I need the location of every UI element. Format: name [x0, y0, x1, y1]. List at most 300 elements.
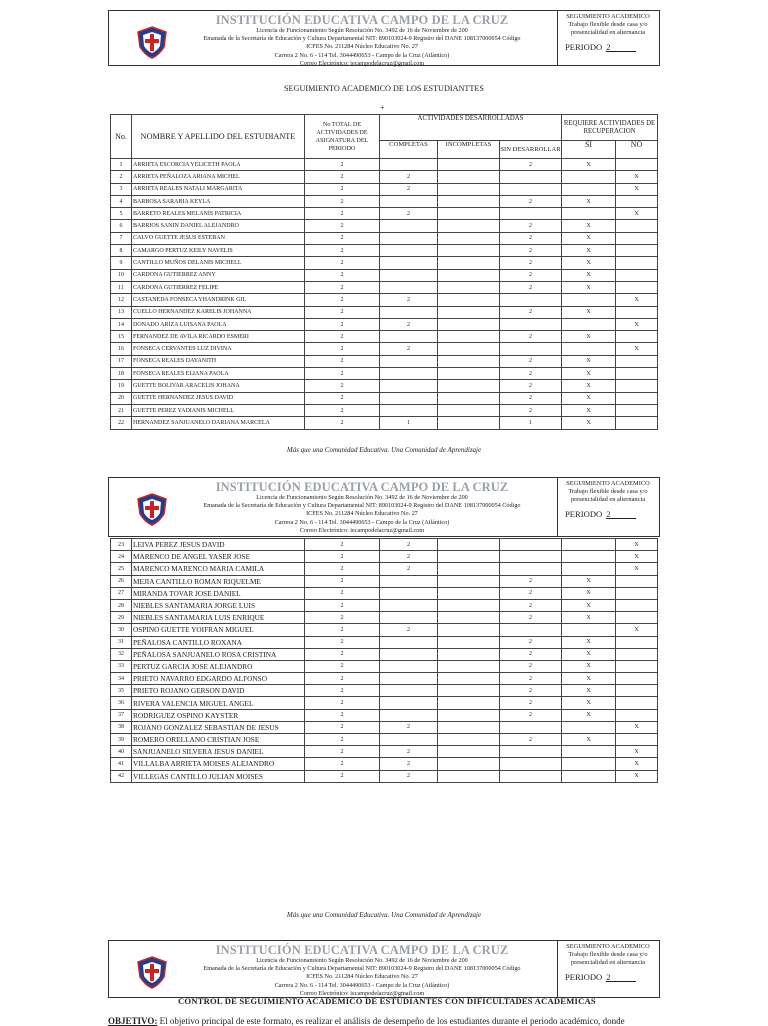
incompletas-count	[438, 587, 500, 599]
students-table-body-1	[111, 159, 658, 430]
requiere-no-mark	[616, 269, 658, 281]
total-activities: 2	[305, 404, 380, 416]
student-number: 37	[111, 709, 132, 721]
completas-count	[380, 404, 438, 416]
requiere-no-mark	[616, 648, 658, 660]
incompletas-count	[438, 269, 500, 281]
student-number: 19	[111, 380, 132, 392]
completas-count: 2	[380, 563, 438, 575]
seguimiento-label: SEGUIMIENTO ACADEMICO	[566, 943, 650, 950]
sin-desarrollar-count	[500, 563, 562, 575]
school-shield-icon	[135, 492, 169, 526]
sin-desarrollar-count: 2	[500, 269, 562, 281]
periodo-value: 2	[606, 510, 636, 519]
sin-desarrollar-count: 2	[500, 404, 562, 416]
letterhead-periodo-box	[557, 941, 659, 997]
incompletas-count	[438, 685, 500, 697]
student-number: 11	[111, 281, 132, 293]
requiere-no-mark: X	[616, 208, 658, 220]
student-number: 36	[111, 697, 132, 709]
table-row	[111, 587, 658, 599]
table-row	[111, 392, 658, 404]
student-name: SANJUANELO SILVERA JESUS DANIEL	[132, 746, 305, 758]
total-activities: 2	[305, 281, 380, 293]
incompletas-count	[438, 183, 500, 195]
presencialidad-label: presencialidad en alternancia	[570, 959, 646, 966]
student-number: 4	[111, 195, 132, 207]
completas-count	[380, 331, 438, 343]
requiere-no-mark	[616, 159, 658, 171]
sin-desarrollar-count: 2	[500, 709, 562, 721]
requiere-si-mark	[562, 171, 616, 183]
student-name: FONSECA REALES DAYANITH	[132, 355, 305, 367]
total-activities: 2	[305, 159, 380, 171]
student-name: PRIETO ROJANO GERSON DAVID	[132, 685, 305, 697]
student-number: 21	[111, 404, 132, 416]
requiere-no-mark	[616, 636, 658, 648]
student-name: PERTUZ GARCIA JOSE ALEJANDRO	[132, 660, 305, 672]
incompletas-count	[438, 673, 500, 685]
trabajo-label: Trabajo flexible desde casa y/o	[568, 951, 648, 958]
incompletas-count	[438, 648, 500, 660]
completas-count: 2	[380, 746, 438, 758]
requiere-no-mark	[616, 355, 658, 367]
total-activities: 2	[305, 612, 380, 624]
incompletas-count	[438, 392, 500, 404]
requiere-si-mark	[562, 318, 616, 330]
requiere-no-mark: X	[616, 563, 658, 575]
institution-name: INSTITUCIÓN EDUCATIVA CAMPO DE LA CRUZ	[215, 13, 509, 27]
total-activities: 2	[305, 770, 380, 782]
table-row	[111, 208, 658, 220]
student-name: GUETTE BOLIVAR ARACELIS JOHANA	[132, 380, 305, 392]
completas-count	[380, 232, 438, 244]
table-row	[111, 612, 658, 624]
sin-desarrollar-count: 2	[500, 734, 562, 746]
requiere-si-mark: X	[562, 734, 616, 746]
incompletas-count	[438, 343, 500, 355]
requiere-si-mark: X	[562, 392, 616, 404]
requiere-si-mark: X	[562, 685, 616, 697]
student-name: CASTANEDA FONSECA YHANDRINK GIL	[132, 294, 305, 306]
student-name: CUELLO HERNANDEZ KARELIS JOHANNA	[132, 306, 305, 318]
student-number: 7	[111, 232, 132, 244]
incompletas-count	[438, 417, 500, 429]
incompletas-count	[438, 709, 500, 721]
requiere-no-mark	[616, 380, 658, 392]
completas-count	[380, 587, 438, 599]
address-line: Carrera 2 No. 6 - 114 Tel. 3044490653 - Campo de la Cruz (Atlántico)	[274, 518, 450, 526]
completas-count	[380, 685, 438, 697]
requiere-no-mark	[616, 245, 658, 257]
requiere-no-mark: X	[616, 343, 658, 355]
total-activities: 2	[305, 208, 380, 220]
total-activities: 2	[305, 220, 380, 232]
document-title: SEGUIMIENTO ACADEMICO DE LOS ESTUDIANTTES	[284, 84, 484, 93]
requiere-no-mark: X	[616, 746, 658, 758]
requiere-si-mark: X	[562, 355, 616, 367]
completas-count	[380, 355, 438, 367]
student-name: PEÑALOSA CANTILLO ROXANA	[132, 636, 305, 648]
periodo-label: PERIODO	[565, 972, 603, 982]
requiere-si-mark: X	[562, 220, 616, 232]
incompletas-count	[438, 660, 500, 672]
incompletas-count	[438, 770, 500, 782]
student-number: 20	[111, 392, 132, 404]
student-name: NIEBLES SANTAMARIA LUIS ENRIQUE	[132, 612, 305, 624]
completas-count	[380, 368, 438, 380]
letterhead-info	[109, 11, 558, 65]
student-number: 9	[111, 257, 132, 269]
student-name: FONSECA REALES ELIANA PAOLA	[132, 368, 305, 380]
completas-count	[380, 245, 438, 257]
student-number: 10	[111, 269, 132, 281]
requiere-no-mark: X	[616, 551, 658, 563]
table-row	[111, 380, 658, 392]
student-name: CAMARGO PERTUZ KEILY NAYELIS	[132, 245, 305, 257]
total-activities: 2	[305, 648, 380, 660]
sin-desarrollar-count	[500, 171, 562, 183]
completas-count	[380, 636, 438, 648]
incompletas-count	[438, 697, 500, 709]
table-row	[111, 660, 658, 672]
sin-desarrollar-count: 2	[500, 232, 562, 244]
incompletas-count	[438, 195, 500, 207]
requiere-no-mark	[616, 232, 658, 244]
table-row	[111, 709, 658, 721]
student-name: FONSECA CERVANTES LUZ DIVINA	[132, 343, 305, 355]
student-number: 40	[111, 746, 132, 758]
requiere-si-mark: X	[562, 587, 616, 599]
total-activities: 2	[305, 734, 380, 746]
school-shield-icon	[135, 25, 169, 59]
students-table-2	[110, 538, 658, 783]
requiere-si-mark: X	[562, 380, 616, 392]
table-row	[111, 159, 658, 171]
requiere-no-mark	[616, 417, 658, 429]
requiere-si-mark	[562, 563, 616, 575]
total-activities: 2	[305, 599, 380, 611]
incompletas-count	[438, 746, 500, 758]
requiere-si-mark	[562, 758, 616, 770]
periodo-value: 2	[606, 973, 636, 982]
requiere-no-mark	[616, 331, 658, 343]
icfes-line: ICFES No. 211284 Núcleo Educativo No. 27	[306, 973, 418, 981]
objetivo-paragraph	[108, 1016, 668, 1026]
incompletas-count	[438, 551, 500, 563]
sin-desarrollar-count	[500, 294, 562, 306]
total-activities: 2	[305, 721, 380, 733]
student-number: 6	[111, 220, 132, 232]
student-number: 27	[111, 587, 132, 599]
table-row	[111, 673, 658, 685]
sin-desarrollar-count: 2	[500, 685, 562, 697]
completas-count	[380, 612, 438, 624]
icfes-line: ICFES No. 211284 Núcleo Educativo No. 27	[306, 510, 418, 518]
student-name: RODRIGUEZ OSPINO KAYSTER	[132, 709, 305, 721]
requiere-si-mark: X	[562, 709, 616, 721]
total-activities: 2	[305, 232, 380, 244]
trabajo-label: Trabajo flexible desde casa y/o	[568, 488, 648, 495]
total-activities: 2	[305, 183, 380, 195]
requiere-no-mark	[616, 685, 658, 697]
footer-slogan: Más que una Comunidad Educativa. Una Comunidad de Aprendizaje	[286, 911, 482, 919]
completas-count	[380, 673, 438, 685]
incompletas-count	[438, 404, 500, 416]
seguimiento-label: SEGUIMIENTO ACADEMICO	[566, 13, 650, 20]
student-number: 18	[111, 368, 132, 380]
requiere-si-mark: X	[562, 306, 616, 318]
requiere-si-mark: X	[562, 368, 616, 380]
periodo-label: PERIODO	[565, 42, 603, 52]
col-header-requiere: REQUIERE ACTIVIDADES DE RECUPERACION	[562, 115, 658, 141]
requiere-si-mark	[562, 770, 616, 782]
completas-count: 2	[380, 343, 438, 355]
table-row	[111, 232, 658, 244]
sin-desarrollar-count: 2	[500, 368, 562, 380]
table-row	[111, 685, 658, 697]
incompletas-count	[438, 257, 500, 269]
sin-desarrollar-count	[500, 183, 562, 195]
student-name: ROMERO ORELLANO CRISTIAN JOSE	[132, 734, 305, 746]
completas-count	[380, 220, 438, 232]
incompletas-count	[438, 599, 500, 611]
table-row	[111, 539, 658, 551]
sin-desarrollar-count	[500, 721, 562, 733]
requiere-no-mark	[616, 575, 658, 587]
license-line: Licencia de Funcionamiento Según Resolución No. 3492 de 16 de Noviembre de 200	[256, 27, 468, 34]
total-activities: 2	[305, 758, 380, 770]
incompletas-count	[438, 734, 500, 746]
incompletas-count	[438, 306, 500, 318]
total-activities: 2	[305, 195, 380, 207]
requiere-si-mark	[562, 208, 616, 220]
requiere-no-mark	[616, 587, 658, 599]
total-activities: 2	[305, 697, 380, 709]
incompletas-count	[438, 612, 500, 624]
total-activities: 2	[305, 685, 380, 697]
requiere-si-mark: X	[562, 281, 616, 293]
completas-count: 1	[380, 417, 438, 429]
total-activities: 2	[305, 636, 380, 648]
sin-desarrollar-count: 2	[500, 159, 562, 171]
requiere-no-mark	[616, 697, 658, 709]
sin-desarrollar-count: 2	[500, 195, 562, 207]
student-name: CALVO GUETTE JESUS ESTEBAN	[132, 232, 305, 244]
incompletas-count	[438, 245, 500, 257]
completas-count	[380, 269, 438, 281]
student-number: 17	[111, 355, 132, 367]
student-number: 33	[111, 660, 132, 672]
col-header-total: No TOTAL DE ACTIVIDADES DE ASIGNATURA DEL PERIODO	[305, 115, 380, 159]
student-name: MARENCO MARENCO MARIA CAMILA	[132, 563, 305, 575]
license-line: Licencia de Funcionamiento Según Resolución No. 3492 de 16 de Noviembre de 200	[256, 957, 468, 964]
total-activities: 2	[305, 563, 380, 575]
requiere-no-mark	[616, 734, 658, 746]
incompletas-count	[438, 575, 500, 587]
student-name: BARRETO REALES MELANIS PATRICIA	[132, 208, 305, 220]
letterhead	[108, 10, 660, 66]
completas-count	[380, 257, 438, 269]
sin-desarrollar-count	[500, 770, 562, 782]
total-activities: 2	[305, 269, 380, 281]
letterhead	[108, 477, 660, 537]
table-row	[111, 721, 658, 733]
table-row	[111, 734, 658, 746]
requiere-si-mark: X	[562, 648, 616, 660]
sin-desarrollar-count: 2	[500, 257, 562, 269]
incompletas-count	[438, 636, 500, 648]
table-row	[111, 195, 658, 207]
requiere-no-mark	[616, 673, 658, 685]
student-name: DONADO ARIZA LUISANA PAOLA	[132, 318, 305, 330]
total-activities: 2	[305, 746, 380, 758]
requiere-si-mark: X	[562, 660, 616, 672]
total-activities: 2	[305, 539, 380, 551]
requiere-si-mark: X	[562, 599, 616, 611]
requiere-no-mark: X	[616, 294, 658, 306]
email-line: Correo Electrónico: iecampodelacruz@gmail.com	[299, 526, 425, 534]
student-name: CARDONA GUTIERREZ ANNY	[132, 269, 305, 281]
letterhead-periodo-box	[557, 11, 659, 65]
completas-count	[380, 159, 438, 171]
requiere-no-mark: X	[616, 183, 658, 195]
student-number: 28	[111, 599, 132, 611]
table-row	[111, 257, 658, 269]
student-number: 16	[111, 343, 132, 355]
col-header-activities: ACTIVIDADES DESARROLLADAS	[380, 115, 562, 141]
student-number: 42	[111, 770, 132, 782]
email-line: Correo Electrónico: iecampodelacruz@gmail.com	[299, 989, 425, 997]
requiere-si-mark	[562, 721, 616, 733]
requiere-si-mark: X	[562, 195, 616, 207]
requiere-si-mark: X	[562, 269, 616, 281]
footer-slogan: Más que una Comunidad Educativa. Una Comunidad de Aprendizaje	[286, 446, 482, 454]
total-activities: 2	[305, 318, 380, 330]
presencialidad-label: presencialidad en alternancia	[570, 29, 646, 36]
sin-desarrollar-count: 2	[500, 612, 562, 624]
student-name: ROJANO GONZALEZ SEBASTIAN DE JESUS	[132, 721, 305, 733]
requiere-si-mark	[562, 551, 616, 563]
sin-desarrollar-count: 2	[500, 673, 562, 685]
total-activities: 2	[305, 331, 380, 343]
student-name: ARRIETA PEÑALOZA ARIANA MICHEL	[132, 171, 305, 183]
requiere-si-mark: X	[562, 612, 616, 624]
objetivo-text: El objetivo principal de este formato, es realizar el análisis de desempeño de los estudiantes durante el periodo académico, donde	[157, 1016, 625, 1026]
total-activities: 2	[305, 257, 380, 269]
requiere-si-mark: X	[562, 404, 616, 416]
completas-count: 2	[380, 318, 438, 330]
total-activities: 2	[305, 355, 380, 367]
table-row	[111, 624, 658, 636]
completas-count: 2	[380, 624, 438, 636]
completas-count	[380, 392, 438, 404]
objetivo-label: OBJETIVO:	[108, 1016, 158, 1026]
institution-name: INSTITUCIÓN EDUCATIVA CAMPO DE LA CRUZ	[215, 480, 509, 494]
table-row	[111, 294, 658, 306]
sin-desarrollar-count: 2	[500, 355, 562, 367]
incompletas-count	[438, 758, 500, 770]
total-activities: 2	[305, 624, 380, 636]
total-activities: 2	[305, 709, 380, 721]
requiere-no-mark	[616, 660, 658, 672]
sin-desarrollar-count	[500, 318, 562, 330]
student-name: GUETTE HERNANDEZ JESUS DAVID	[132, 392, 305, 404]
sin-desarrollar-count: 2	[500, 392, 562, 404]
total-activities: 2	[305, 392, 380, 404]
col-header-name: NOMBRE Y APELLIDO DEL ESTUDIANTE	[132, 115, 305, 159]
completas-count	[380, 697, 438, 709]
completas-count: 2	[380, 171, 438, 183]
presencialidad-label: presencialidad en alternancia	[570, 496, 646, 503]
requiere-no-mark	[616, 306, 658, 318]
requiere-si-mark: X	[562, 417, 616, 429]
sin-desarrollar-count	[500, 343, 562, 355]
total-activities: 2	[305, 245, 380, 257]
sin-desarrollar-count: 2	[500, 306, 562, 318]
secretaria-line: Emanada de la Secretaría de Educación y Cultura Departamental NIT: 890103024-9 Registro del DANE 108137000054 Código	[203, 35, 521, 43]
sin-desarrollar-count	[500, 539, 562, 551]
student-number: 41	[111, 758, 132, 770]
sin-desarrollar-count	[500, 551, 562, 563]
requiere-si-mark: X	[562, 575, 616, 587]
table-row	[111, 404, 658, 416]
requiere-si-mark: X	[562, 257, 616, 269]
table-row	[111, 171, 658, 183]
requiere-no-mark	[616, 392, 658, 404]
sin-desarrollar-count: 2	[500, 660, 562, 672]
student-name: BARRIOS SANIN DANIEL ALEJANDRO	[132, 220, 305, 232]
student-number: 3	[111, 183, 132, 195]
student-number: 23	[111, 539, 132, 551]
sin-desarrollar-count: 2	[500, 220, 562, 232]
requiere-no-mark	[616, 220, 658, 232]
student-name: FERNANDEZ DE AVILA RICARDO ESMERI	[132, 331, 305, 343]
total-activities: 2	[305, 660, 380, 672]
total-activities: 2	[305, 673, 380, 685]
student-name: PRIETO NAVARRO EDGARDO ALFONSO	[132, 673, 305, 685]
sin-desarrollar-count	[500, 758, 562, 770]
student-number: 39	[111, 734, 132, 746]
table-row	[111, 318, 658, 330]
col-header-sin-desarrollar: SIN DESARROLLAR	[500, 141, 562, 159]
completas-count	[380, 575, 438, 587]
license-line: Licencia de Funcionamiento Según Resolución No. 3492 de 16 de Noviembre de 200	[256, 494, 468, 501]
letterhead-info	[109, 941, 558, 997]
table-row	[111, 269, 658, 281]
sin-desarrollar-count: 2	[500, 636, 562, 648]
completas-count	[380, 734, 438, 746]
table-row	[111, 220, 658, 232]
table-row	[111, 417, 658, 429]
total-activities: 2	[305, 171, 380, 183]
student-name: CARDONA GUTIERREZ FELIPE	[132, 281, 305, 293]
incompletas-count	[438, 171, 500, 183]
control-title: CONTROL DE SEGUIMIENTO ACADEMICO DE ESTUDIANTES CON DIFICULTADES ACADEMICAS	[178, 996, 596, 1006]
sin-desarrollar-count: 2	[500, 587, 562, 599]
total-activities: 2	[305, 380, 380, 392]
total-activities: 2	[305, 306, 380, 318]
student-name: ARRIETA ESCORCIA YELICETH PAOLA	[132, 159, 305, 171]
student-name: VILLEGAS CANTILLO JULIAN MOISES	[132, 770, 305, 782]
completas-count: 2	[380, 721, 438, 733]
completas-count: 2	[380, 758, 438, 770]
student-name: MARENCO DE ANGEL YASER JOSE	[132, 551, 305, 563]
sin-desarrollar-count: 2	[500, 648, 562, 660]
requiere-no-mark	[616, 281, 658, 293]
requiere-no-mark	[616, 612, 658, 624]
total-activities: 2	[305, 343, 380, 355]
